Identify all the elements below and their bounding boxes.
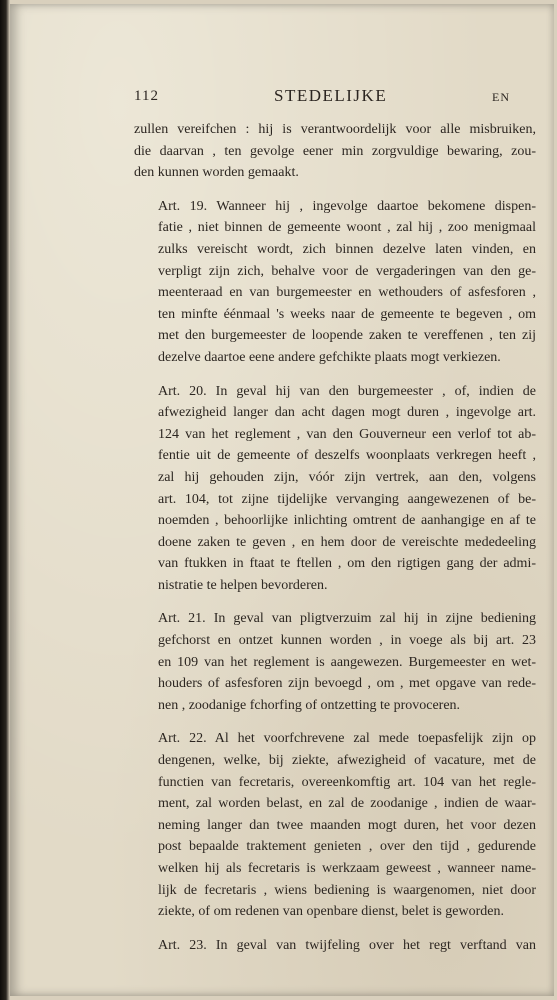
text-line: meenteraad en van burgemeester en wethouders of asfesforen ,	[158, 285, 536, 301]
page-number: 112	[134, 88, 159, 104]
article-19	[134, 196, 536, 369]
article-23	[134, 935, 536, 957]
text-line: Art. 21. In geval van pligtverzuim zal hij in zijne bediening	[158, 611, 536, 627]
running-head	[134, 86, 524, 110]
paragraph-continuation	[134, 119, 536, 184]
book-page	[10, 4, 554, 996]
text-line: post bepaalde traktement genieten , over den tijd , gedurende	[158, 839, 536, 855]
text-line: fatie , niet binnen de gemeente woont , zal hij , zoo menigmaal	[158, 220, 536, 236]
text-line: verpligt zijn zich, behalve voor de vergaderingen van den ge-	[158, 263, 536, 279]
text-line: neming langer dan twee maanden mogt duren, het voor dezen	[158, 817, 536, 833]
running-head-catchword: EN	[492, 90, 510, 104]
article-21	[134, 608, 536, 716]
text-line: fentie uit de gemeente of deszelfs woonplaats verkregen heeft ,	[158, 448, 536, 464]
text-line: van ftukken in ftaat te ftellen , om den rigtigen gang der admi-	[158, 556, 536, 572]
text-line: Art. 23. In geval van twijfeling over het regt verftand van	[158, 937, 536, 953]
body-text	[134, 119, 536, 968]
text-line: Art. 20. In geval hij van den burgemeester , of, indien de	[158, 383, 536, 399]
text-line: ziekte, of om redenen van openbare dienst, belet is geworden.	[158, 904, 504, 920]
text-line: zulks vereischt wordt, zich binnen dezelve laten vinden, en	[158, 241, 536, 257]
article-22	[134, 728, 536, 922]
text-line: zullen vereifchen : hij is verantwoordelijk voor alle misbruiken,	[134, 122, 536, 137]
text-line: art. 104, tot zijne tijdelijke vervanging aangewezenen of be-	[158, 491, 536, 507]
text-line: Art. 22. Al het voorfchrevene zal mede toepasfelijk zijn op	[158, 731, 536, 747]
text-line: dezelve daartoe eene andere gefchikte plaats mogt verkiezen.	[158, 349, 501, 365]
text-line: met den burgemeester de loopende zaken te vereffenen , ten zij	[158, 328, 536, 344]
text-line: den kunnen worden gemaakt.	[134, 165, 299, 181]
text-line: noemden , behoorlijke inlichting omtrent de aanhangige en af te	[158, 513, 536, 529]
text-line: en 109 van het reglement is aangewezen. Burgemeester en wet-	[158, 654, 536, 670]
text-line: zal hij gehouden zijn, vóór zijn vertrek, aan den, volgens	[158, 469, 536, 485]
text-line: Art. 19. Wanneer hij , ingevolge daartoe bekomene dispen-	[158, 198, 536, 214]
text-line: gefchorst en ontzet kunnen worden , in voege als bij art. 23	[158, 633, 536, 649]
text-line: afwezigheid langer dan acht dagen mogt duren , ingevolge art.	[158, 405, 536, 421]
text-line: nen , zoodanige fchorfing of ontzetting te provoceren.	[158, 697, 461, 713]
text-line: welken hij als fecretaris is werkzaam geweest , wanneer name-	[158, 861, 536, 876]
text-line: nistratie te helpen bevorderen.	[158, 577, 328, 593]
text-line: houders of asfesforen zijn bevoegd , om , met opgave van rede-	[158, 676, 536, 692]
running-head-title: STEDELIJKE	[274, 86, 388, 105]
text-line: dengenen, welke, bij ziekte, afwezigheid of vacature, met de	[158, 753, 536, 769]
text-line: ten minfte éénmaal 's weeks naar de gemeente te begeven , om	[158, 306, 536, 322]
article-20	[134, 381, 536, 597]
text-line: 124 van het reglement , van den Gouverneur een verlof tot ab-	[158, 426, 536, 442]
text-line: doene zaken te geven , en hem door de vereischte mededeeling	[158, 534, 536, 550]
text-line: die daarvan , ten gevolge eener min zorgvuldige bewaring, zou-	[134, 143, 536, 159]
text-line: functien van fecretaris, overeenkomftig art. 104 van het regle-	[158, 774, 536, 790]
text-line: lijk de fecretaris , wiens bediening is waargenomen, niet door	[158, 882, 536, 898]
text-line: ment, zal worden belast, en zal de zoodanige , indien de waar-	[158, 796, 536, 812]
